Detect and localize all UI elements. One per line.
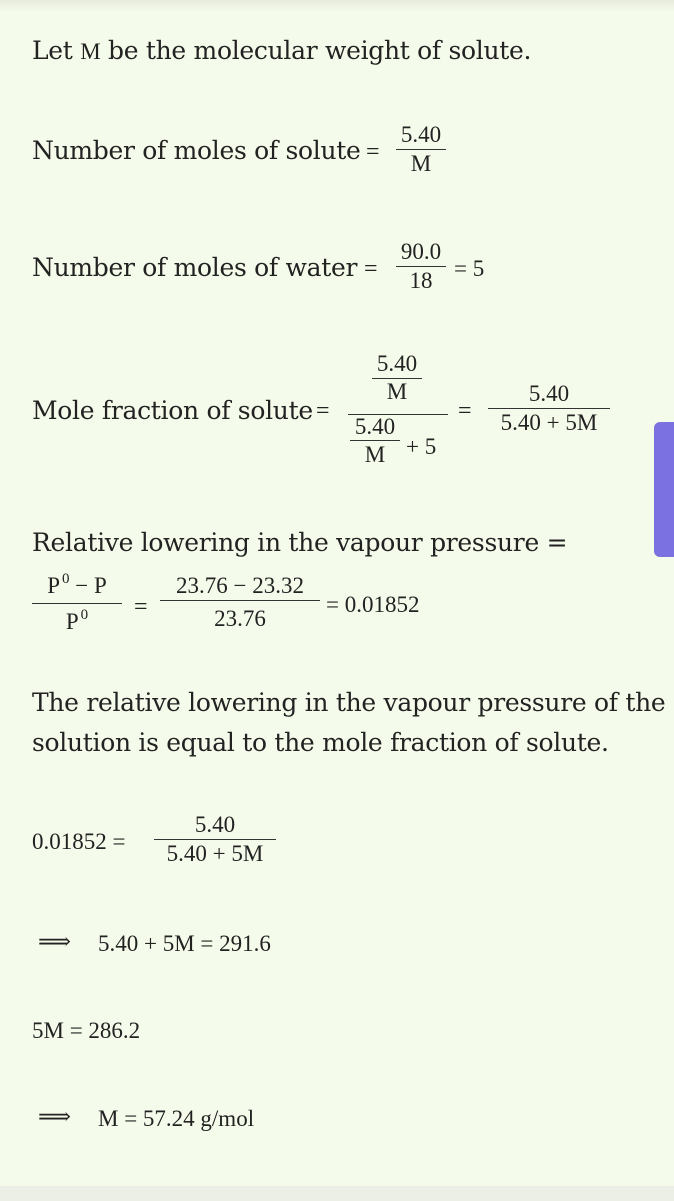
relative-lowering-equals: = bbox=[134, 594, 148, 620]
statement-line-2: solution is equal to the mole fraction of solute. bbox=[32, 728, 609, 757]
equation2-expression: 5.40 + 5M = 291.6 bbox=[98, 931, 271, 956]
moles-solute-numerator: 5.40 bbox=[400, 122, 442, 147]
bottom-bar bbox=[0, 1186, 674, 1201]
compound-numerator bbox=[372, 350, 422, 405]
pressure-ratio-denominator bbox=[32, 604, 122, 639]
compound-denominator-fraction bbox=[350, 414, 400, 469]
moles-solute-label: Number of moles of solute bbox=[32, 136, 361, 165]
statement-line-1: The relative lowering in the vapour pressure of the bbox=[32, 688, 666, 717]
simplified-fraction bbox=[488, 380, 610, 437]
scrollbar-thumb[interactable] bbox=[654, 422, 674, 557]
moles-solute-fraction bbox=[396, 121, 446, 178]
mole-fraction-label: Mole fraction of solute bbox=[32, 396, 313, 425]
superscript-zero-den: 0 bbox=[80, 607, 89, 624]
equation3-expression: 5M = 286.2 bbox=[32, 1018, 141, 1043]
simplified-numerator: 5.40 bbox=[528, 381, 570, 406]
den-inner-denominator: M bbox=[364, 442, 386, 468]
inner-numerator: 5.40 bbox=[376, 351, 418, 376]
minus-p: − P bbox=[75, 573, 107, 598]
relative-lowering-result: = 0.01852 bbox=[326, 592, 420, 617]
moles-water-denominator: 18 bbox=[409, 268, 433, 294]
intro-text bbox=[32, 36, 531, 65]
intro-var: M bbox=[80, 39, 101, 64]
equation1-fraction bbox=[154, 811, 276, 868]
pressure-values-denominator: 23.76 bbox=[214, 606, 266, 632]
moles-water-label: Number of moles of water bbox=[32, 253, 358, 282]
moles-water-numerator: 90.0 bbox=[400, 239, 442, 264]
mole-fraction-equals-2: = bbox=[458, 398, 472, 424]
den-plus-five: + 5 bbox=[406, 434, 437, 459]
p-symbol: P bbox=[47, 573, 61, 598]
pressure-ratio-fraction bbox=[32, 572, 122, 639]
pressure-values-fraction bbox=[160, 572, 320, 633]
moles-solute-denominator: M bbox=[410, 151, 432, 177]
top-shade bbox=[0, 0, 674, 12]
equation1-numerator: 5.40 bbox=[194, 812, 236, 837]
mole-fraction-equals: = bbox=[316, 398, 330, 424]
pressure-values-numerator: 23.76 − 23.32 bbox=[176, 573, 304, 598]
equation1-lhs: 0.01852 = bbox=[32, 829, 126, 854]
p-symbol-den: P bbox=[65, 609, 79, 635]
relative-lowering-label: Relative lowering in the vapour pressure = bbox=[32, 528, 568, 557]
equation1-denominator: 5.40 + 5M bbox=[166, 841, 264, 867]
inner-denominator: M bbox=[386, 379, 408, 405]
simplified-denominator: 5.40 + 5M bbox=[500, 410, 598, 436]
den-inner-numerator: 5.40 bbox=[354, 414, 396, 439]
pressure-ratio-numerator bbox=[32, 572, 122, 603]
implies-arrow-icon: ⟹ bbox=[38, 929, 71, 954]
moles-water-result: = 5 bbox=[454, 256, 485, 281]
moles-water-equals: = bbox=[364, 256, 378, 282]
implies-arrow-icon: ⟹ bbox=[38, 1104, 71, 1129]
moles-solute-equals: = bbox=[366, 139, 380, 165]
moles-water-fraction bbox=[396, 238, 446, 295]
superscript-zero: 0 bbox=[62, 571, 70, 587]
intro-post: be the molecular weight of solute. bbox=[100, 36, 532, 65]
intro-pre: Let bbox=[32, 36, 81, 65]
equation4-expression: M = 57.24 g/mol bbox=[98, 1106, 255, 1131]
